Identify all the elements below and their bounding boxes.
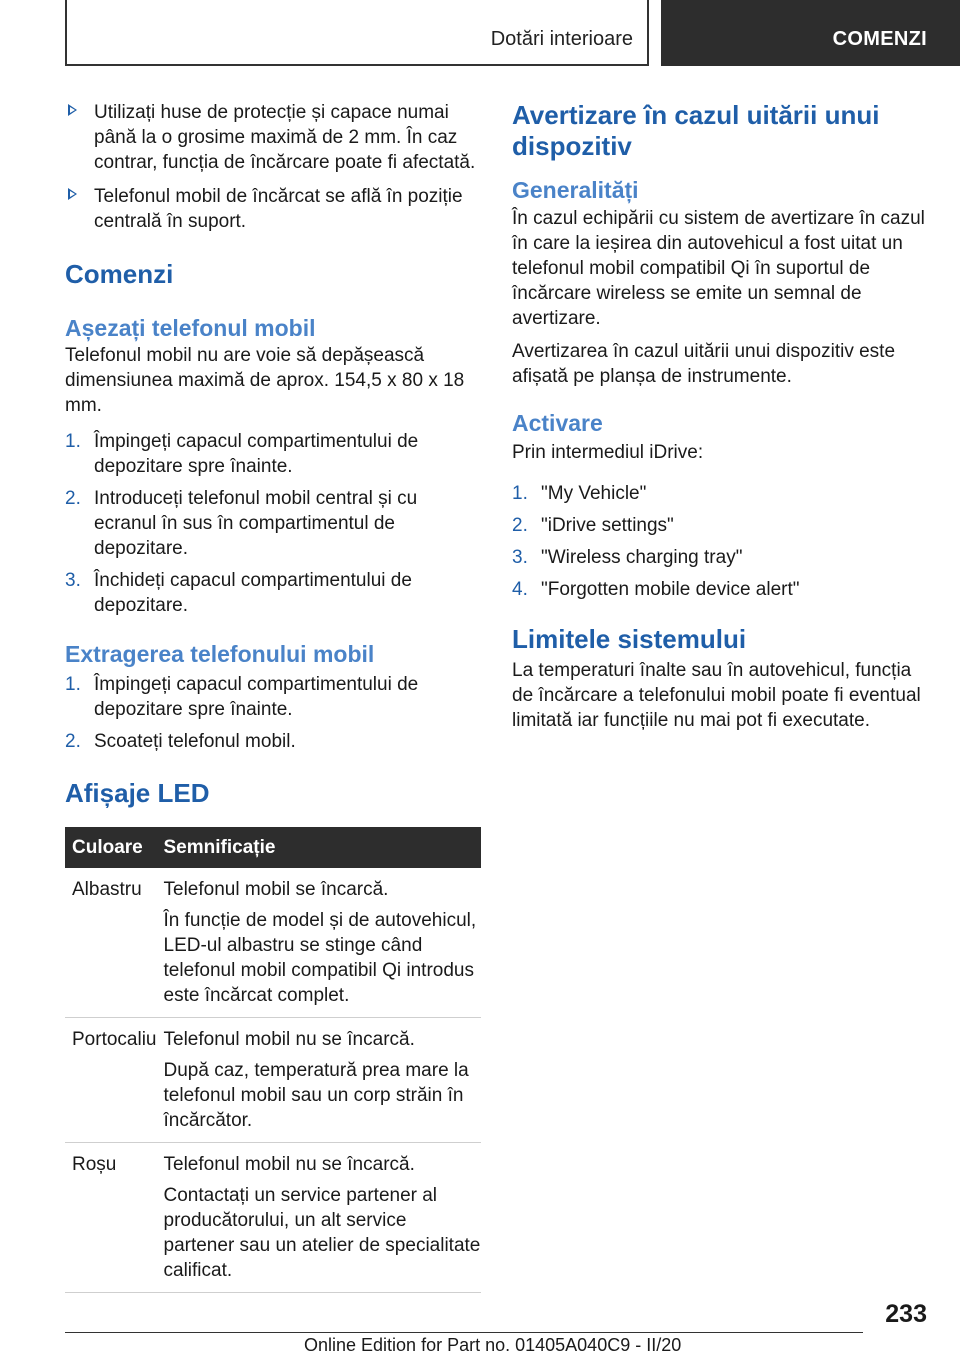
right-column	[512, 100, 928, 741]
chapter-tab	[661, 0, 960, 66]
system-limits-text: La temperaturi înalte sau în autovehicul, funcția de încărcare a telefonului mobil poate fi eventual limitată iar funcțiile nu mai pot fi executate.	[512, 660, 921, 731]
alert-heading: Avertizare în cazul uitării unui dispozitiv	[512, 100, 880, 161]
led-meaning-cell: Telefonul mobil nu se încarcă. După caz, temperatură prea mare la telefonul mobil sau un corp străin în încărcător.	[157, 1018, 482, 1143]
list-item: 2. "iDrive settings"	[512, 515, 674, 536]
section-tab	[65, 0, 649, 66]
led-meaning-cell: Telefonul mobil nu se încarcă. Contactați un service partener al producătorului, un alt service partener sau un atelier de specialitate calificat.	[157, 1143, 482, 1293]
list-item: 1. Împingeți capacul compartimentului de depozitare spre înainte.	[65, 431, 419, 477]
triangle-bullet-icon	[68, 188, 77, 200]
led-color-cell: Albastru	[65, 868, 157, 1018]
list-item: 1. Împingeți capacul compartimentului de depozitare spre înainte.	[65, 674, 419, 720]
system-limits-heading: Limitele sistemului	[512, 624, 747, 654]
page-header	[0, 0, 960, 66]
place-phone-steps	[65, 429, 481, 618]
list-item: Utilizați huse de protecție și capace numai până la o grosime maximă de 2 mm. În caz contrar, funcția de încărcare poate fi afectată.	[65, 100, 481, 175]
section-title: Dotări interioare	[490, 28, 633, 50]
list-item: 2. Introduceți telefonul mobil central și cu ecranul în sus în compartimentul de depozitare.	[65, 488, 418, 559]
comenzi-heading: Comenzi	[65, 259, 174, 289]
table-row	[65, 1018, 481, 1143]
led-table	[65, 827, 481, 1293]
triangle-bullet-icon	[68, 104, 77, 116]
led-color-cell: Portocaliu	[65, 1018, 157, 1143]
list-item: 3. "Wireless charging tray"	[512, 547, 743, 568]
page-number: 233	[885, 1300, 927, 1328]
edition-footer: Online Edition for Part no. 01405A040C9 - II/20	[304, 1335, 682, 1355]
place-phone-heading: Așezați telefonul mobil	[65, 315, 316, 341]
column-header-meaning: Semnificație	[157, 827, 482, 868]
extract-phone-heading: Extragerea telefonului mobil	[65, 641, 375, 667]
led-display-heading: Afișaje LED	[65, 778, 210, 808]
place-phone-intro: Telefonul mobil nu are voie să depășească dimensiunea maximă de aprox. 154,5 x 80 x 18 mm.	[65, 345, 465, 416]
activation-heading: Activare	[512, 410, 603, 436]
table-row	[65, 868, 481, 1018]
led-meaning-cell: Telefonul mobil se încarcă. În funcție de model și de autovehicul, LED-ul albastru se stinge când telefonul mobil compatibil Qi introdus este încărcat complet.	[157, 868, 482, 1018]
list-item: Telefonul mobil de încărcat se află în poziție centrală în suport.	[65, 184, 481, 234]
table-header-row	[65, 827, 481, 868]
general-paragraph-2: Avertizarea în cazul uitării unui dispozitiv este afișată pe planșa de instrumente.	[512, 341, 896, 387]
bullet-list	[65, 100, 481, 234]
list-item: 4. "Forgotten mobile device alert"	[512, 579, 800, 600]
general-paragraph-1: În cazul echipării cu sistem de avertizare în cazul în care la ieșirea din autovehicul a fost uitat un telefonul mobil compatibil Qi în suportul de încărcare wireless se emite un semnal de avertizare.	[512, 208, 925, 329]
table-row	[65, 1143, 481, 1293]
general-heading: Generalități	[512, 177, 639, 203]
footer-divider	[65, 1332, 863, 1333]
extract-phone-steps	[65, 672, 481, 754]
chapter-title: COMENZI	[832, 28, 927, 50]
activation-intro: Prin intermediul iDrive:	[512, 442, 704, 463]
left-column	[65, 100, 481, 1293]
column-header-color: Culoare	[65, 827, 157, 868]
activation-steps	[512, 481, 928, 602]
led-color-cell: Roșu	[65, 1143, 157, 1293]
list-item: 1. "My Vehicle"	[512, 483, 647, 504]
list-item: 2. Scoateți telefonul mobil.	[65, 731, 296, 752]
list-item: 3. Închideți capacul compartimentului de depozitare.	[65, 570, 412, 616]
